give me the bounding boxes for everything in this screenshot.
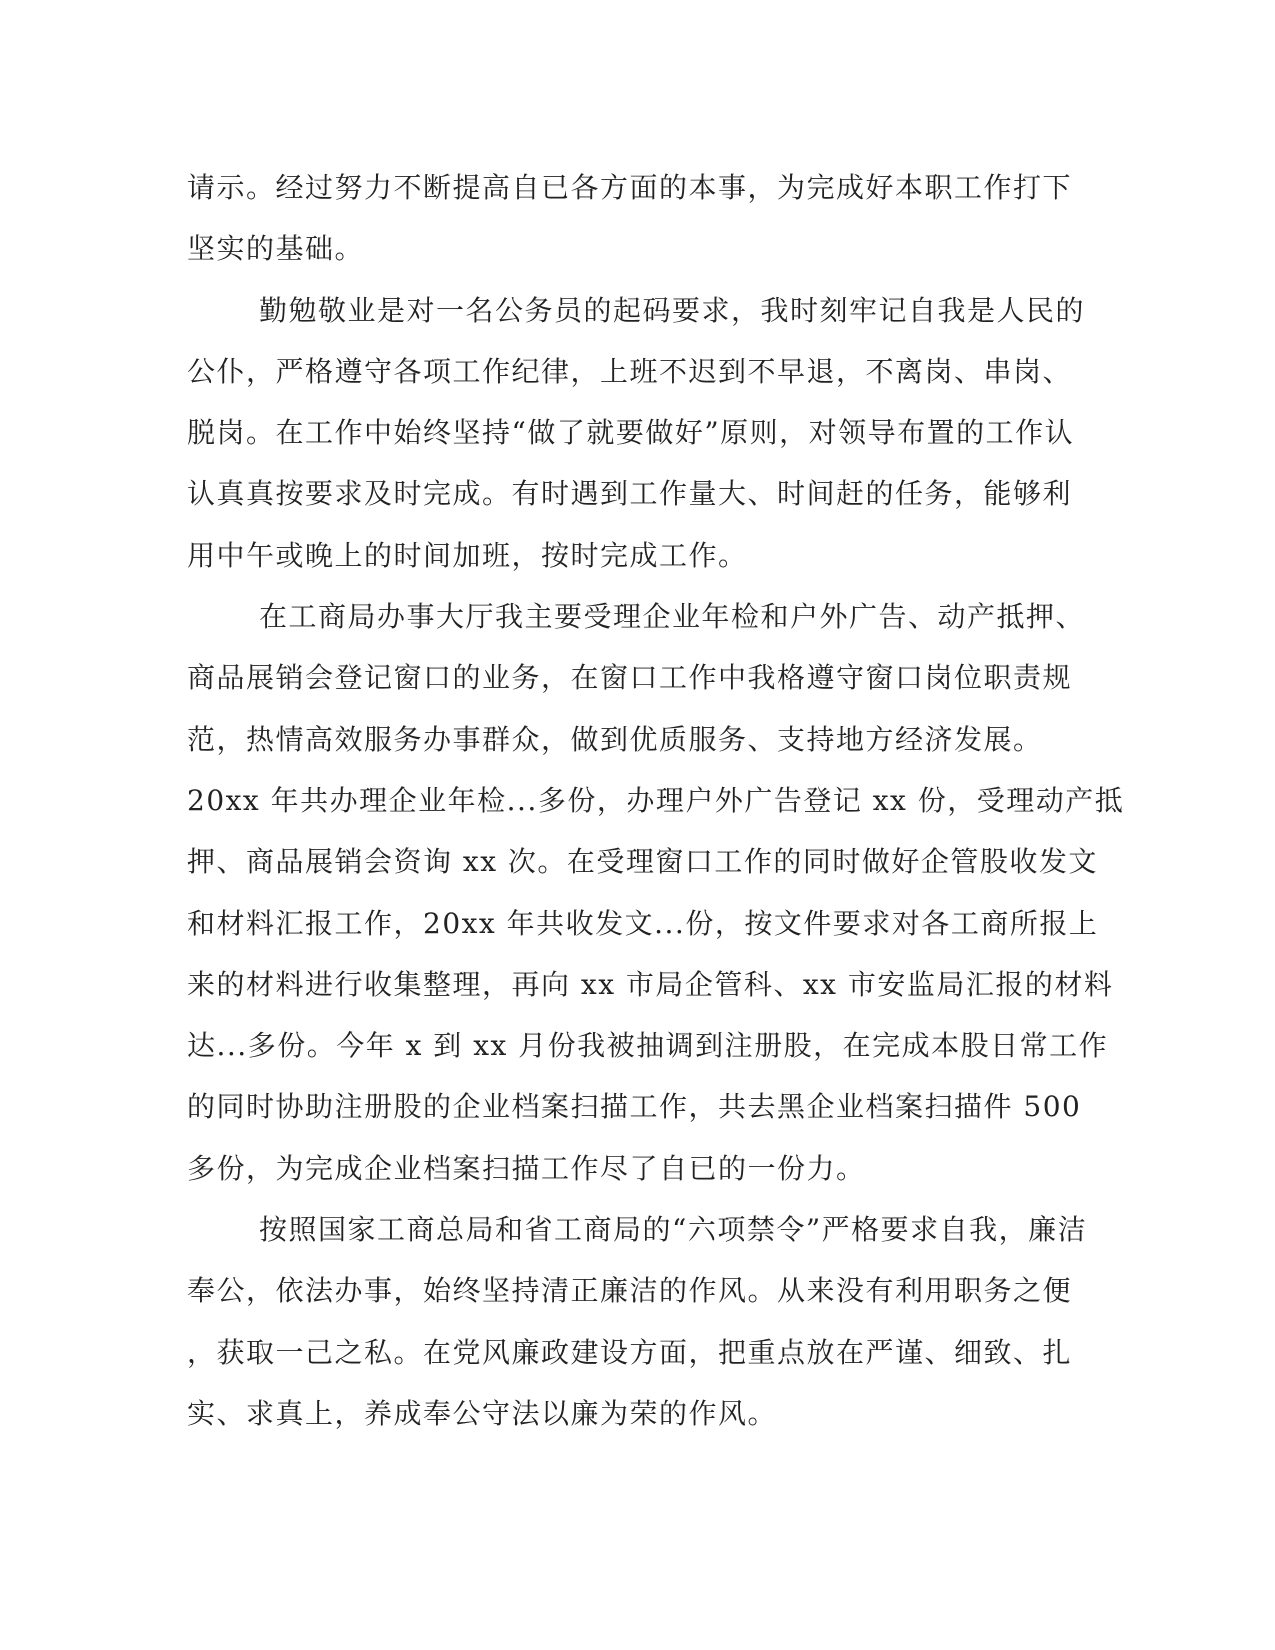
paragraph-line: 范，热情高效服务办事群众，做到优质服务、支持地方经济发展。: [187, 722, 1043, 756]
paragraph-p2: [187, 586, 1125, 1199]
document-body: [187, 157, 1125, 1444]
paragraph-line: 脱岗。在工作中始终坚持“做了就要做好”原则，对领导布置的工作认: [187, 416, 1075, 450]
paragraph-line: 请示。经过努力不断提高自已各方面的本事，为完成好本职工作打下: [187, 171, 1073, 204]
paragraph-line: 实、求真上，养成奉公守法以廉为荣的作风。: [187, 1396, 778, 1430]
paragraph-line: 奉公，依法办事，始终坚持清正廉洁的作风。从来没有利用职务之便: [187, 1274, 1073, 1308]
paragraph-line: 的同时协助注册股的企业档案扫描工作，共去黑企业档案扫描件 500: [187, 1090, 1082, 1124]
paragraph-line: 坚实的基础。: [187, 232, 365, 266]
paragraph-line: 多份，为完成企业档案扫描工作尽了自已的一份力。: [187, 1151, 866, 1185]
paragraph-line: 来的材料进行收集整理，再向 xx 市局企管科、xx 市安监局汇报的材料: [187, 967, 1114, 1001]
paragraph-line: 勤勉敬业是对一名公务员的起码要求，我时刻牢记自我是人民的: [259, 293, 1086, 327]
paragraph-line: ，获取一己之私。在党风廉政建设方面，把重点放在严谨、细致、扎: [187, 1335, 1073, 1369]
paragraph-p0: [187, 157, 1087, 280]
paragraph-line: 商品展销会登记窗口的业务，在窗口工作中我格遵守窗口岗位职责规: [187, 661, 1073, 695]
paragraph-line: 用中午或晚上的时间加班，按时完成工作。: [187, 538, 748, 572]
paragraph-line: 20xx 年共办理企业年检...多份，办理户外广告登记 xx 份，受理动产抵: [187, 783, 1125, 817]
paragraph-line: 达...多份。今年 x 到 xx 月份我被抽调到注册股，在完成本股日常工作: [187, 1029, 1109, 1063]
paragraph-line: 在工商局办事大厅我主要受理企业年检和户外广告、动产抵押、: [259, 600, 1086, 634]
paragraph-line: 公仆，严格遵守各项工作纪律，上班不迟到不早退，不离岗、串岗、: [187, 354, 1073, 388]
paragraph-line: 认真真按要求及时完成。有时遇到工作量大、时间赶的任务，能够利: [187, 477, 1073, 511]
paragraph-line: 和材料汇报工作，20xx 年共收发文...份，按文件要求对各工商所报上: [187, 906, 1099, 940]
paragraph-p3: [187, 1199, 1087, 1444]
paragraph-line: 押、商品展销会资询 xx 次。在受理窗口工作的同时做好企管股收发文: [187, 845, 1098, 879]
paragraph-p1: [187, 280, 1087, 586]
paragraph-line: 按照国家工商总局和省工商局的“六项禁令”严格要求自我，廉洁: [259, 1213, 1088, 1247]
